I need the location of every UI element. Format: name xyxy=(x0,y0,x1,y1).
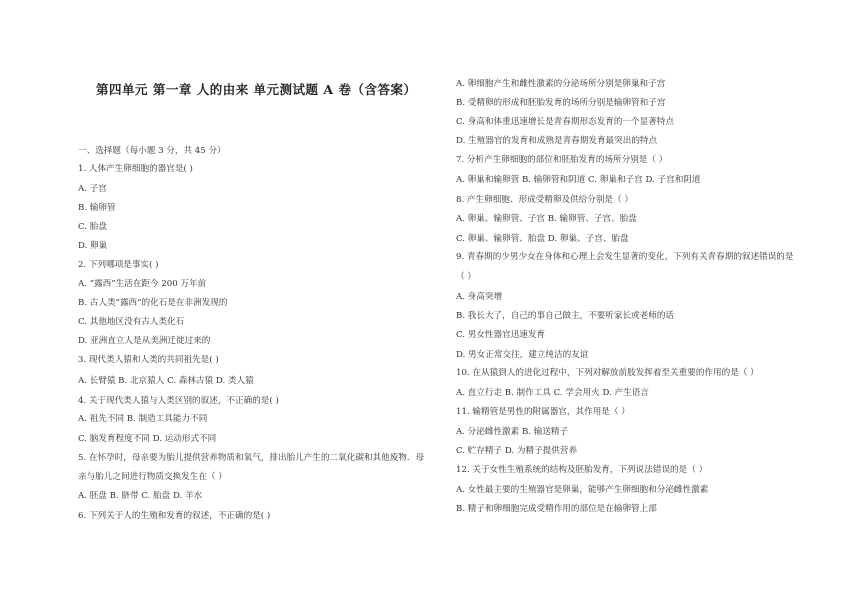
left-line: D. 卵巢 xyxy=(78,241,108,251)
right-line: 7. 分析产生卵细胞的部位和胚胎发育的场所分别是（ ） xyxy=(456,155,668,165)
right-line: B. 精子和卵细胞完成受精作用的部位是在输卵管上部 xyxy=(456,504,657,514)
right-line: B. 受精卵的形成和胚胎发育的场所分别是输卵管和子宫 xyxy=(456,98,666,108)
left-line: 5. 在怀孕时，母亲要为胎儿提供营养物质和氧气，排出胎儿产生的二氧化碳和其他废物．母 xyxy=(78,453,425,463)
right-line: C. 男女性器官迅速发育 xyxy=(456,330,546,340)
left-line: 2. 下列哪项是事实( ) xyxy=(78,260,159,270)
left-line: C. 胎盘 xyxy=(78,222,107,232)
section-header: 一、选择题（每小题 3 分，共 45 分） xyxy=(78,146,226,156)
right-line: A. 卵细胞产生和雌性激素的分泌场所分别是卵巢和子宫 xyxy=(456,79,666,89)
right-line: D. 男女正常交往，建立纯洁的友谊 xyxy=(456,350,589,360)
left-line: B. 古人类“露西”的化石是在非洲发现的 xyxy=(78,298,228,308)
left-line: 3. 现代类人猿和人类的共同祖先是( ) xyxy=(78,355,219,365)
right-line: A. 女性最主要的生殖器官是卵巢，能够产生卵细胞和分泌雌性激素 xyxy=(456,485,709,495)
right-line: A. 分泌雌性激素 B. 输送精子 xyxy=(456,427,569,437)
left-line: D. 亚洲直立人是从美洲迁徙过来的 xyxy=(78,336,211,346)
right-line: D. 生殖器官的发育和成熟是青春期发育最突出的特点 xyxy=(456,136,658,146)
left-line: A. 胚盘 B. 脐带 C. 胎盘 D. 羊水 xyxy=(78,491,203,501)
right-line: （ ） xyxy=(456,272,476,282)
right-line: 8. 产生卵细胞、形成受精卵及供给分别是（ ） xyxy=(456,195,633,205)
right-line: 10. 在从猿到人的进化过程中，下列对解放前肢发挥着至关重要的作用的是（ ） xyxy=(456,368,759,378)
right-line: C. 贮存精子 D. 为精子提供营养 xyxy=(456,446,578,456)
left-line: C. 脑发育程度不同 D. 运动形式不同 xyxy=(78,434,217,444)
right-line: 12. 关于女性生殖系统的结构及胚胎发育，下列说法错误的是（ ） xyxy=(456,465,708,475)
page-title: 第四单元 第一章 人的由来 单元测试题 A 卷（含答案） xyxy=(96,82,417,97)
right-line: 11. 输精管是男性的附属器官，其作用是（ ） xyxy=(456,407,630,417)
left-line: A. 长臂猿 B. 北京猿人 C. 森林古猿 D. 类人猿 xyxy=(78,376,254,386)
right-line: A. 直立行走 B. 制作工具 C. 学会用火 D. 产生语言 xyxy=(456,388,649,398)
left-line: A. 祖先不同 B. 制造工具能力不同 xyxy=(78,414,208,424)
right-line: A. 卵巢、输卵管、子宫 B. 输卵管、子宫、胎盘 xyxy=(456,214,637,224)
left-line: C. 其他地区没有古人类化石 xyxy=(78,317,185,327)
right-line: C. 身高和体重迅速增长是青春期形态发育的一个显著特点 xyxy=(456,117,674,127)
right-line: C. 卵巢、输卵管、胎盘 D. 卵巢、子宫、胎盘 xyxy=(456,234,629,244)
left-line: A. “露西”生活在距今 200 万年前 xyxy=(78,279,207,289)
right-line: A. 身高突增 xyxy=(456,292,503,302)
left-line: B. 输卵管 xyxy=(78,203,116,213)
left-line: 1. 人体产生卵细胞的器官是( ) xyxy=(78,164,193,174)
left-line: A. 子宫 xyxy=(78,184,107,194)
left-line: 6. 下列关于人的生殖和发育的叙述，不正确的是( ) xyxy=(78,511,271,521)
right-line: 9. 青春期的少男少女在身体和心理上会发生显著的变化，下列有关青春期的叙述错误的是 xyxy=(456,252,794,262)
left-line: 4. 关于现代类人猿与人类区别的叙述，不正确的是( ) xyxy=(78,396,279,406)
left-line: 亲与胎儿之间进行物质交换发生在（ ） xyxy=(78,472,227,482)
right-line: A. 卵巢和输卵管 B. 输卵管和阴道 C. 卵巢和子宫 D. 子宫和阴道 xyxy=(456,175,701,185)
right-line: B. 我长大了，自己的事自己做主，不要听家长或老师的话 xyxy=(456,311,675,321)
